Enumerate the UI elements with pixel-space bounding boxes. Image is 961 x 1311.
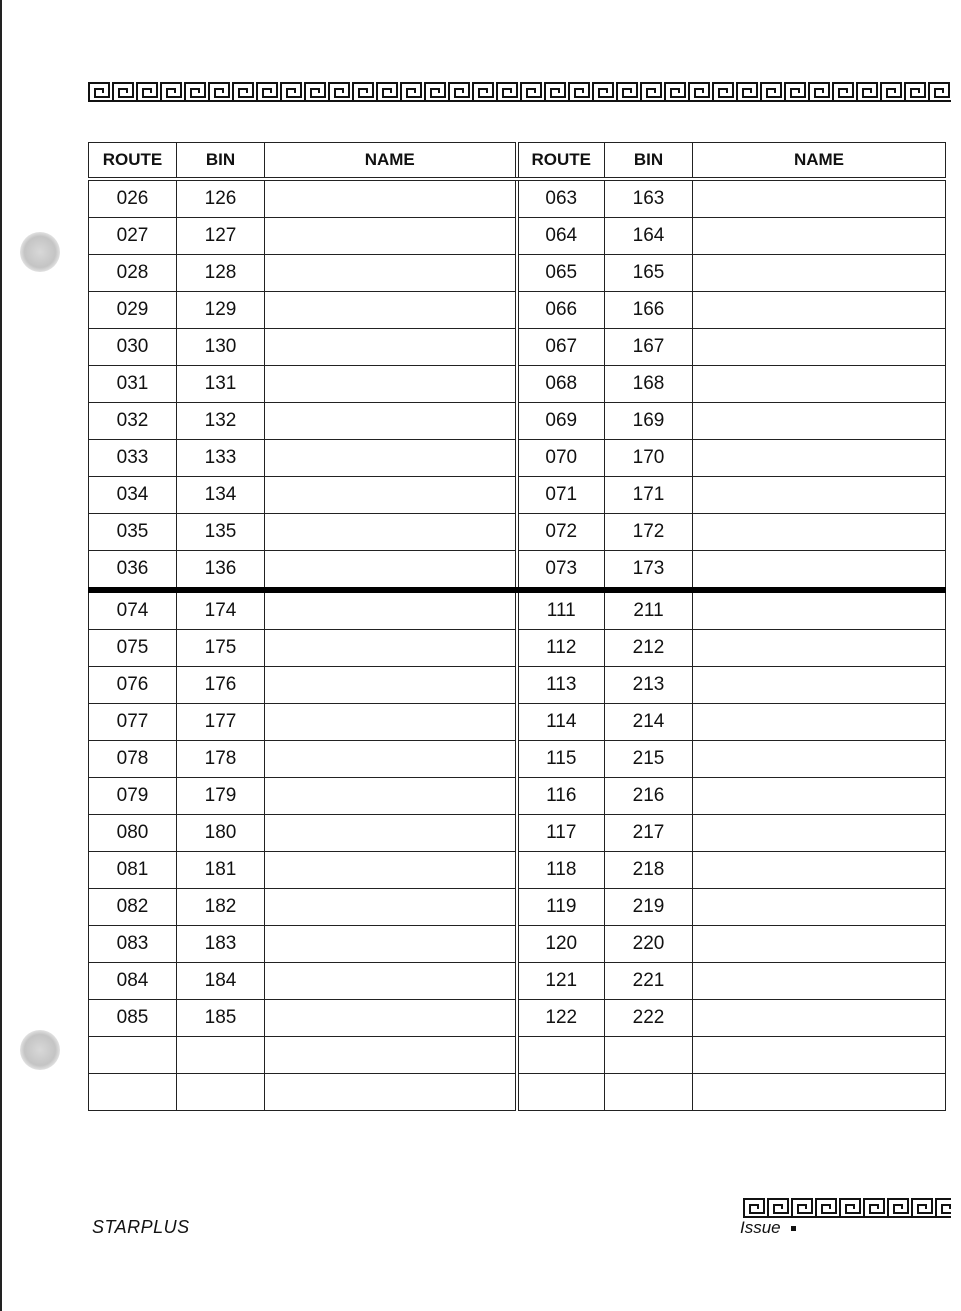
footer-issue	[740, 1218, 796, 1238]
column-header-route: ROUTE	[517, 143, 605, 180]
binder-hole-icon	[20, 1030, 60, 1070]
name-cell[interactable]	[693, 963, 946, 1000]
route-cell: 111	[517, 590, 605, 630]
name-cell[interactable]	[693, 926, 946, 963]
name-cell[interactable]	[693, 551, 946, 591]
route-cell: 122	[517, 1000, 605, 1037]
route-cell: 066	[517, 292, 605, 329]
bin-cell: 178	[177, 741, 265, 778]
table-row	[89, 704, 946, 741]
bin-cell: 179	[177, 778, 265, 815]
bin-cell: 184	[177, 963, 265, 1000]
table-row	[89, 926, 946, 963]
name-cell[interactable]	[693, 815, 946, 852]
name-cell[interactable]	[693, 852, 946, 889]
bin-cell: 128	[177, 255, 265, 292]
name-cell[interactable]	[265, 255, 517, 292]
route-cell: 117	[517, 815, 605, 852]
table-row	[89, 403, 946, 440]
route-cell: 067	[517, 329, 605, 366]
route-cell: 070	[517, 440, 605, 477]
route-cell: 075	[89, 630, 177, 667]
name-cell[interactable]	[265, 1000, 517, 1037]
bin-cell: 172	[605, 514, 693, 551]
route-cell: 121	[517, 963, 605, 1000]
bin-cell: 170	[605, 440, 693, 477]
table-row	[89, 477, 946, 514]
route-cell: 033	[89, 440, 177, 477]
name-cell[interactable]	[693, 218, 946, 255]
route-cell: 120	[517, 926, 605, 963]
route-cell: 081	[89, 852, 177, 889]
table-row	[89, 1037, 946, 1074]
footer-issue-label: Issue	[740, 1218, 781, 1237]
table-row	[89, 1000, 946, 1037]
route-cell: 115	[517, 741, 605, 778]
column-header-route: ROUTE	[89, 143, 177, 180]
name-cell[interactable]	[265, 778, 517, 815]
route-cell: 036	[89, 551, 177, 591]
bin-cell: 185	[177, 1000, 265, 1037]
name-cell[interactable]	[693, 778, 946, 815]
route-cell: 119	[517, 889, 605, 926]
route-cell: 077	[89, 704, 177, 741]
name-cell[interactable]	[265, 1074, 517, 1111]
bin-cell: 181	[177, 852, 265, 889]
name-cell[interactable]	[265, 852, 517, 889]
route-cell: 080	[89, 815, 177, 852]
name-cell[interactable]	[265, 1037, 517, 1074]
name-cell[interactable]	[693, 1074, 946, 1111]
route-cell	[517, 1074, 605, 1111]
route-cell: 027	[89, 218, 177, 255]
route-cell: 112	[517, 630, 605, 667]
name-cell[interactable]	[693, 667, 946, 704]
bin-cell	[177, 1074, 265, 1111]
route-cell: 034	[89, 477, 177, 514]
name-cell[interactable]	[693, 630, 946, 667]
route-cell: 113	[517, 667, 605, 704]
bin-cell: 171	[605, 477, 693, 514]
table-row	[89, 329, 946, 366]
bin-cell: 129	[177, 292, 265, 329]
bin-cell: 215	[605, 741, 693, 778]
table-row	[89, 440, 946, 477]
route-cell: 118	[517, 852, 605, 889]
page-left-edge	[0, 0, 2, 1311]
name-cell[interactable]	[265, 514, 517, 551]
bullet-icon	[791, 1226, 796, 1231]
route-cell: 068	[517, 366, 605, 403]
name-cell[interactable]	[265, 477, 517, 514]
route-cell	[89, 1037, 177, 1074]
name-cell[interactable]	[693, 292, 946, 329]
name-cell[interactable]	[265, 366, 517, 403]
greek-key-border-bottom	[743, 1198, 951, 1218]
table-row	[89, 366, 946, 403]
name-cell[interactable]	[693, 704, 946, 741]
route-cell: 078	[89, 741, 177, 778]
route-cell: 083	[89, 926, 177, 963]
route-cell: 069	[517, 403, 605, 440]
route-cell: 031	[89, 366, 177, 403]
route-cell: 026	[89, 179, 177, 218]
table-row	[89, 630, 946, 667]
table-row	[89, 179, 946, 218]
name-cell[interactable]	[265, 889, 517, 926]
bin-cell: 127	[177, 218, 265, 255]
greek-key-border-top	[88, 82, 951, 102]
name-cell[interactable]	[265, 551, 517, 591]
bin-cell: 165	[605, 255, 693, 292]
name-cell[interactable]	[265, 926, 517, 963]
name-cell[interactable]	[693, 1037, 946, 1074]
table-row	[89, 889, 946, 926]
column-header-name: NAME	[265, 143, 517, 180]
name-cell[interactable]	[265, 667, 517, 704]
route-cell: 071	[517, 477, 605, 514]
bin-cell: 133	[177, 440, 265, 477]
bin-cell: 173	[605, 551, 693, 591]
table-row	[89, 218, 946, 255]
column-header-name: NAME	[693, 143, 946, 180]
route-cell: 084	[89, 963, 177, 1000]
bin-cell: 134	[177, 477, 265, 514]
name-cell[interactable]	[693, 741, 946, 778]
name-cell[interactable]	[693, 179, 946, 218]
bin-cell: 175	[177, 630, 265, 667]
bin-cell: 219	[605, 889, 693, 926]
name-cell[interactable]	[265, 741, 517, 778]
bin-cell: 174	[177, 590, 265, 630]
bin-cell: 168	[605, 366, 693, 403]
name-cell[interactable]	[693, 889, 946, 926]
bin-cell	[605, 1037, 693, 1074]
route-cell: 079	[89, 778, 177, 815]
bin-cell: 177	[177, 704, 265, 741]
bin-cell: 135	[177, 514, 265, 551]
binder-hole-icon	[20, 232, 60, 272]
name-cell[interactable]	[693, 366, 946, 403]
bin-cell: 167	[605, 329, 693, 366]
bin-cell: 221	[605, 963, 693, 1000]
route-cell: 029	[89, 292, 177, 329]
name-cell[interactable]	[693, 403, 946, 440]
bin-cell: 213	[605, 667, 693, 704]
table-row	[89, 255, 946, 292]
bin-cell: 130	[177, 329, 265, 366]
route-bin-table	[88, 142, 946, 1111]
table-row	[89, 852, 946, 889]
bin-cell	[177, 1037, 265, 1074]
bin-cell: 132	[177, 403, 265, 440]
name-cell[interactable]	[265, 704, 517, 741]
name-cell[interactable]	[265, 630, 517, 667]
bin-cell: 182	[177, 889, 265, 926]
table-row	[89, 551, 946, 591]
route-cell: 030	[89, 329, 177, 366]
name-cell[interactable]	[265, 179, 517, 218]
route-cell: 065	[517, 255, 605, 292]
bin-cell: 180	[177, 815, 265, 852]
bin-cell	[605, 1074, 693, 1111]
route-cell	[89, 1074, 177, 1111]
column-header-bin: BIN	[177, 143, 265, 180]
route-cell: 076	[89, 667, 177, 704]
bin-cell: 216	[605, 778, 693, 815]
route-cell: 035	[89, 514, 177, 551]
route-cell: 085	[89, 1000, 177, 1037]
name-cell[interactable]	[265, 403, 517, 440]
route-cell: 064	[517, 218, 605, 255]
name-cell[interactable]	[265, 440, 517, 477]
bin-cell: 212	[605, 630, 693, 667]
route-cell: 072	[517, 514, 605, 551]
bin-cell: 211	[605, 590, 693, 630]
route-cell: 032	[89, 403, 177, 440]
table-row	[89, 815, 946, 852]
table-row	[89, 778, 946, 815]
table-row	[89, 667, 946, 704]
route-cell: 074	[89, 590, 177, 630]
bin-cell: 220	[605, 926, 693, 963]
name-cell[interactable]	[265, 590, 517, 630]
footer-brand: STARPLUS	[92, 1217, 190, 1237]
bin-cell: 169	[605, 403, 693, 440]
name-cell[interactable]	[265, 963, 517, 1000]
table-row	[89, 741, 946, 778]
table-row	[89, 292, 946, 329]
name-cell[interactable]	[265, 292, 517, 329]
name-cell[interactable]	[693, 477, 946, 514]
bin-cell: 222	[605, 1000, 693, 1037]
table-row	[89, 1074, 946, 1111]
bin-cell: 163	[605, 179, 693, 218]
bin-cell: 136	[177, 551, 265, 591]
name-cell[interactable]	[693, 514, 946, 551]
route-cell: 114	[517, 704, 605, 741]
bin-cell: 218	[605, 852, 693, 889]
bin-cell: 131	[177, 366, 265, 403]
name-cell[interactable]	[265, 218, 517, 255]
bin-cell: 126	[177, 179, 265, 218]
name-cell[interactable]	[693, 440, 946, 477]
name-cell[interactable]	[265, 329, 517, 366]
bin-cell: 166	[605, 292, 693, 329]
table-row	[89, 590, 946, 630]
table-row	[89, 514, 946, 551]
bin-cell: 164	[605, 218, 693, 255]
route-cell: 028	[89, 255, 177, 292]
route-cell: 063	[517, 179, 605, 218]
route-cell	[517, 1037, 605, 1074]
route-cell: 082	[89, 889, 177, 926]
name-cell[interactable]	[693, 590, 946, 630]
bin-cell: 176	[177, 667, 265, 704]
name-cell[interactable]	[693, 329, 946, 366]
name-cell[interactable]	[265, 815, 517, 852]
route-cell: 073	[517, 551, 605, 591]
bin-cell: 217	[605, 815, 693, 852]
table-header-row	[89, 143, 946, 180]
table-row	[89, 963, 946, 1000]
name-cell[interactable]	[693, 255, 946, 292]
column-header-bin: BIN	[605, 143, 693, 180]
bin-cell: 183	[177, 926, 265, 963]
name-cell[interactable]	[693, 1000, 946, 1037]
bin-cell: 214	[605, 704, 693, 741]
route-cell: 116	[517, 778, 605, 815]
